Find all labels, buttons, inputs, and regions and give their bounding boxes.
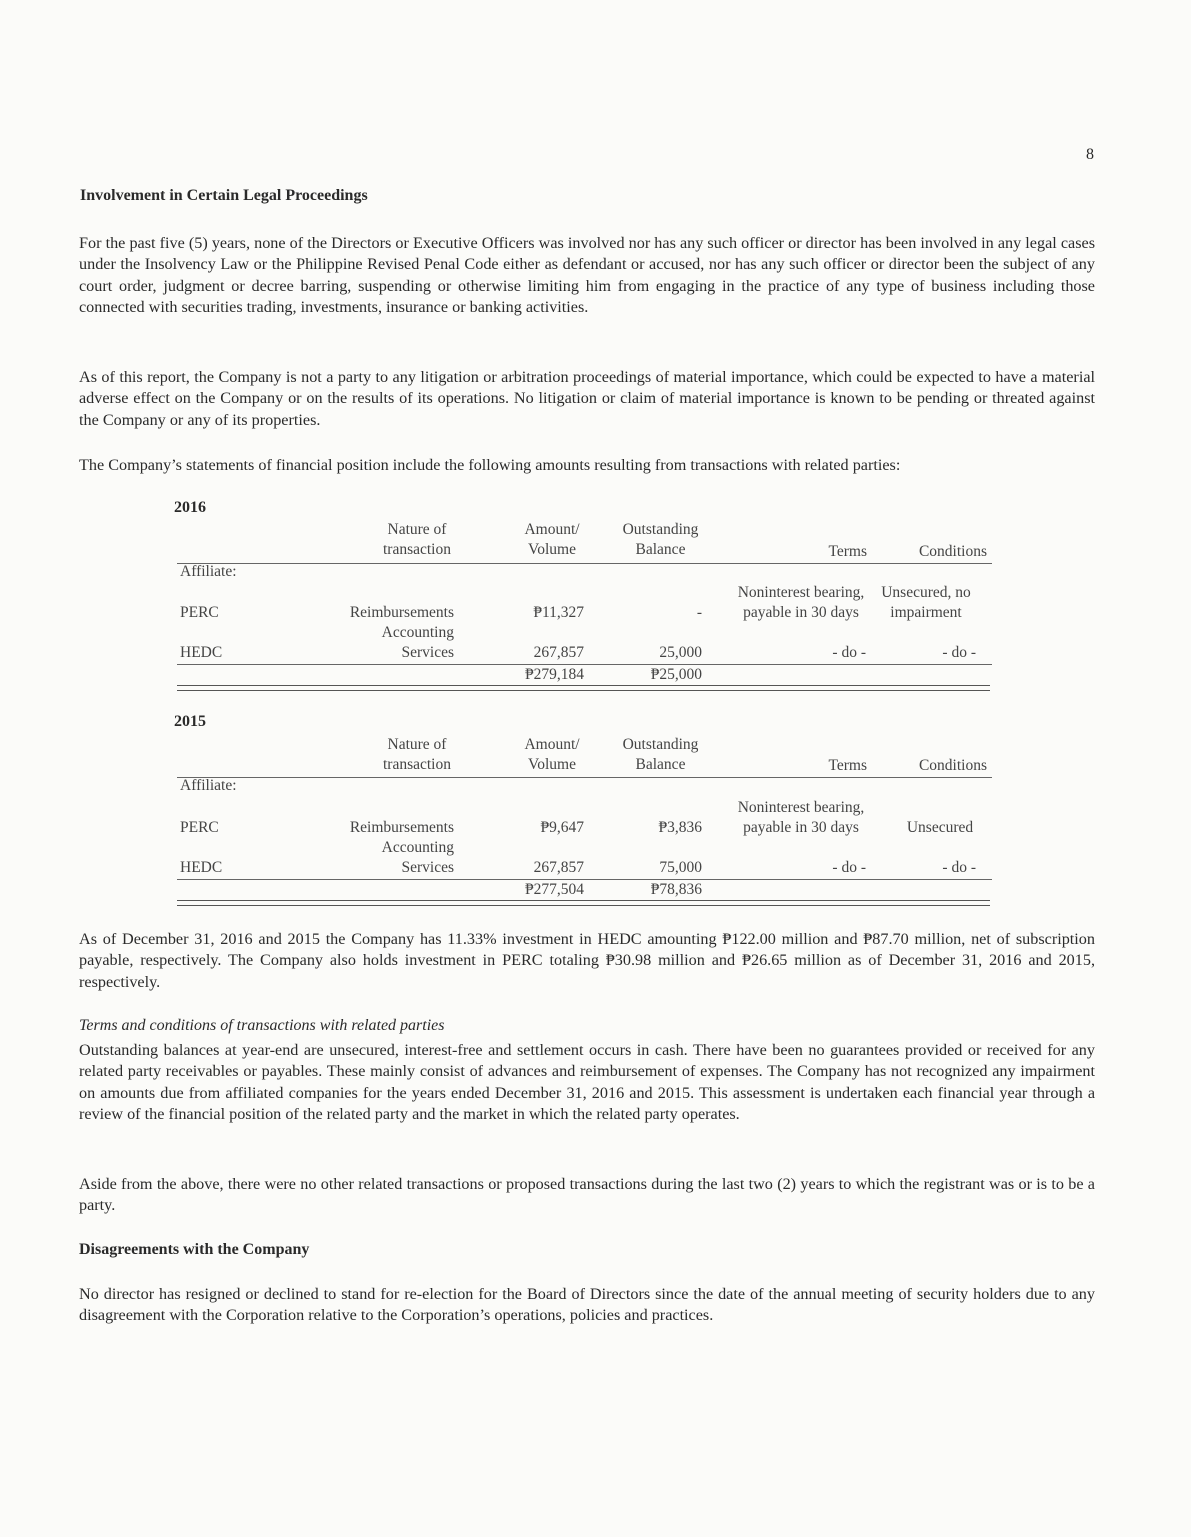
header-rule <box>177 777 992 778</box>
row-party-hedc: HEDC <box>180 644 223 661</box>
header-terms: Terms <box>828 757 867 774</box>
paragraph-aside: Aside from the above, there were no other related transactions or proposed transactions during the last two (2) years to which the registrant was or is to be a party. <box>79 1175 1095 1215</box>
row-conditions-perc: Unsecured <box>906 819 974 836</box>
row-outstanding-perc: ₱3,836 <box>658 819 702 836</box>
subtotal-rule <box>177 664 992 665</box>
header-amount: Amount/ Volume <box>524 521 580 558</box>
total-double-rule <box>177 900 990 906</box>
paragraph-investment: As of December 31, 2016 and 2015 the Company has 11.33% investment in HEDC amounting ₱122.00 million and ₱87.70 million, net of subscription payable, respectively. The Company also holds investment in PERC totaling ₱30.98 million and ₱26.65 million as of December 31, 2016 and 2015, respectively. <box>79 930 1095 991</box>
header-amount: Amount/ Volume <box>524 736 580 773</box>
header-conditions: Conditions <box>918 543 987 560</box>
related-party-table-2015 <box>172 711 992 911</box>
row-terms-hedc: - do - <box>832 859 866 876</box>
total-amount: ₱279,184 <box>525 666 584 683</box>
table-year: 2016 <box>174 499 206 516</box>
row-outstanding-hedc: 25,000 <box>659 644 702 661</box>
row-nature-perc: Reimbursements <box>349 604 454 621</box>
section-heading-disagreements: Disagreements with the Company <box>79 1241 310 1258</box>
total-amount: ₱277,504 <box>525 881 584 898</box>
section-heading-legal-proceedings: Involvement in Certain Legal Proceedings <box>80 187 368 204</box>
row-terms-perc: Noninterest bearing, payable in 30 days <box>737 799 865 836</box>
row-party-perc: PERC <box>180 819 219 836</box>
table-year: 2015 <box>174 713 206 730</box>
row-outstanding-perc: - <box>696 604 702 621</box>
row-amount-perc: ₱11,327 <box>533 604 584 621</box>
italic-heading-terms: Terms and conditions of transactions with related parties <box>79 1017 445 1034</box>
header-outstanding: Outstanding Balance <box>622 521 699 558</box>
group-label: Affiliate: <box>180 777 237 794</box>
paragraph-legal-cases: For the past five (5) years, none of the Directors or Executive Officers was involved nor has any such officer or director has been involved in any legal cases under the Insolvency Law or the Philippine Revised Penal Code either as defendant or accused, nor has any such officer or director been the subject of any court order, judgment or decree barring, suspending or otherwise limiting him from engaging in the practice of any type of business including those connected with securities trading, investments, insurance or banking activities. <box>79 234 1095 317</box>
paragraph-terms-conditions: Outstanding balances at year-end are unsecured, interest-free and settlement occurs in cash. There have been no guarantees provided or received for any related party receivables or payables. These mainly consist of advances and reimbursement of expenses. The Company has not recognized any impairment on amounts due from affiliated companies for the years ended December 31, 2016 and 2015. This assessment is undertaken each financial year through a review of the financial position of the related party and the market in which the related party operates. <box>79 1041 1095 1124</box>
page-number: 8 <box>1086 146 1094 163</box>
row-terms-perc: Noninterest bearing, payable in 30 days <box>737 584 865 621</box>
paragraph-related-parties-intro: The Company’s statements of financial position include the following amounts resulting from transactions with related parties: <box>79 456 901 474</box>
total-double-rule <box>177 685 990 691</box>
row-party-hedc: HEDC <box>180 859 223 876</box>
row-amount-perc: ₱9,647 <box>540 819 584 836</box>
row-party-perc: PERC <box>180 604 219 621</box>
related-party-table-2016 <box>172 497 992 697</box>
header-nature: Nature of transaction <box>382 521 451 558</box>
row-outstanding-hedc: 75,000 <box>659 859 702 876</box>
row-nature-perc: Reimbursements <box>349 819 454 836</box>
row-amount-hedc: 267,857 <box>533 644 584 661</box>
row-nature-hedc: Accounting Services <box>381 839 454 876</box>
row-conditions-hedc: - do - <box>942 859 976 876</box>
header-nature: Nature of transaction <box>382 736 451 773</box>
total-outstanding: ₱78,836 <box>650 881 702 898</box>
row-conditions-hedc: - do - <box>942 644 976 661</box>
row-terms-hedc: - do - <box>832 644 866 661</box>
subtotal-rule <box>177 879 992 880</box>
group-label: Affiliate: <box>180 563 237 580</box>
header-terms: Terms <box>828 543 867 560</box>
total-outstanding: ₱25,000 <box>650 666 702 683</box>
row-nature-hedc: Accounting Services <box>381 624 454 661</box>
header-rule <box>177 563 992 564</box>
paragraph-disagreements: No director has resigned or declined to stand for re-election for the Board of Directors since the date of the annual meeting of security holders due to any disagreement with the Corporation relative to the Corporation’s operations, policies and practices. <box>79 1285 1095 1325</box>
paragraph-litigation: As of this report, the Company is not a party to any litigation or arbitration proceedings of material importance, which could be expected to have a material adverse effect on the Company or on the results of its operations. No litigation or claim of material importance is known to be pending or threated against the Company or any of its properties. <box>79 368 1095 429</box>
row-conditions-perc: Unsecured, no impairment <box>881 584 971 621</box>
row-amount-hedc: 267,857 <box>533 859 584 876</box>
header-conditions: Conditions <box>918 757 987 774</box>
header-outstanding: Outstanding Balance <box>622 736 699 773</box>
